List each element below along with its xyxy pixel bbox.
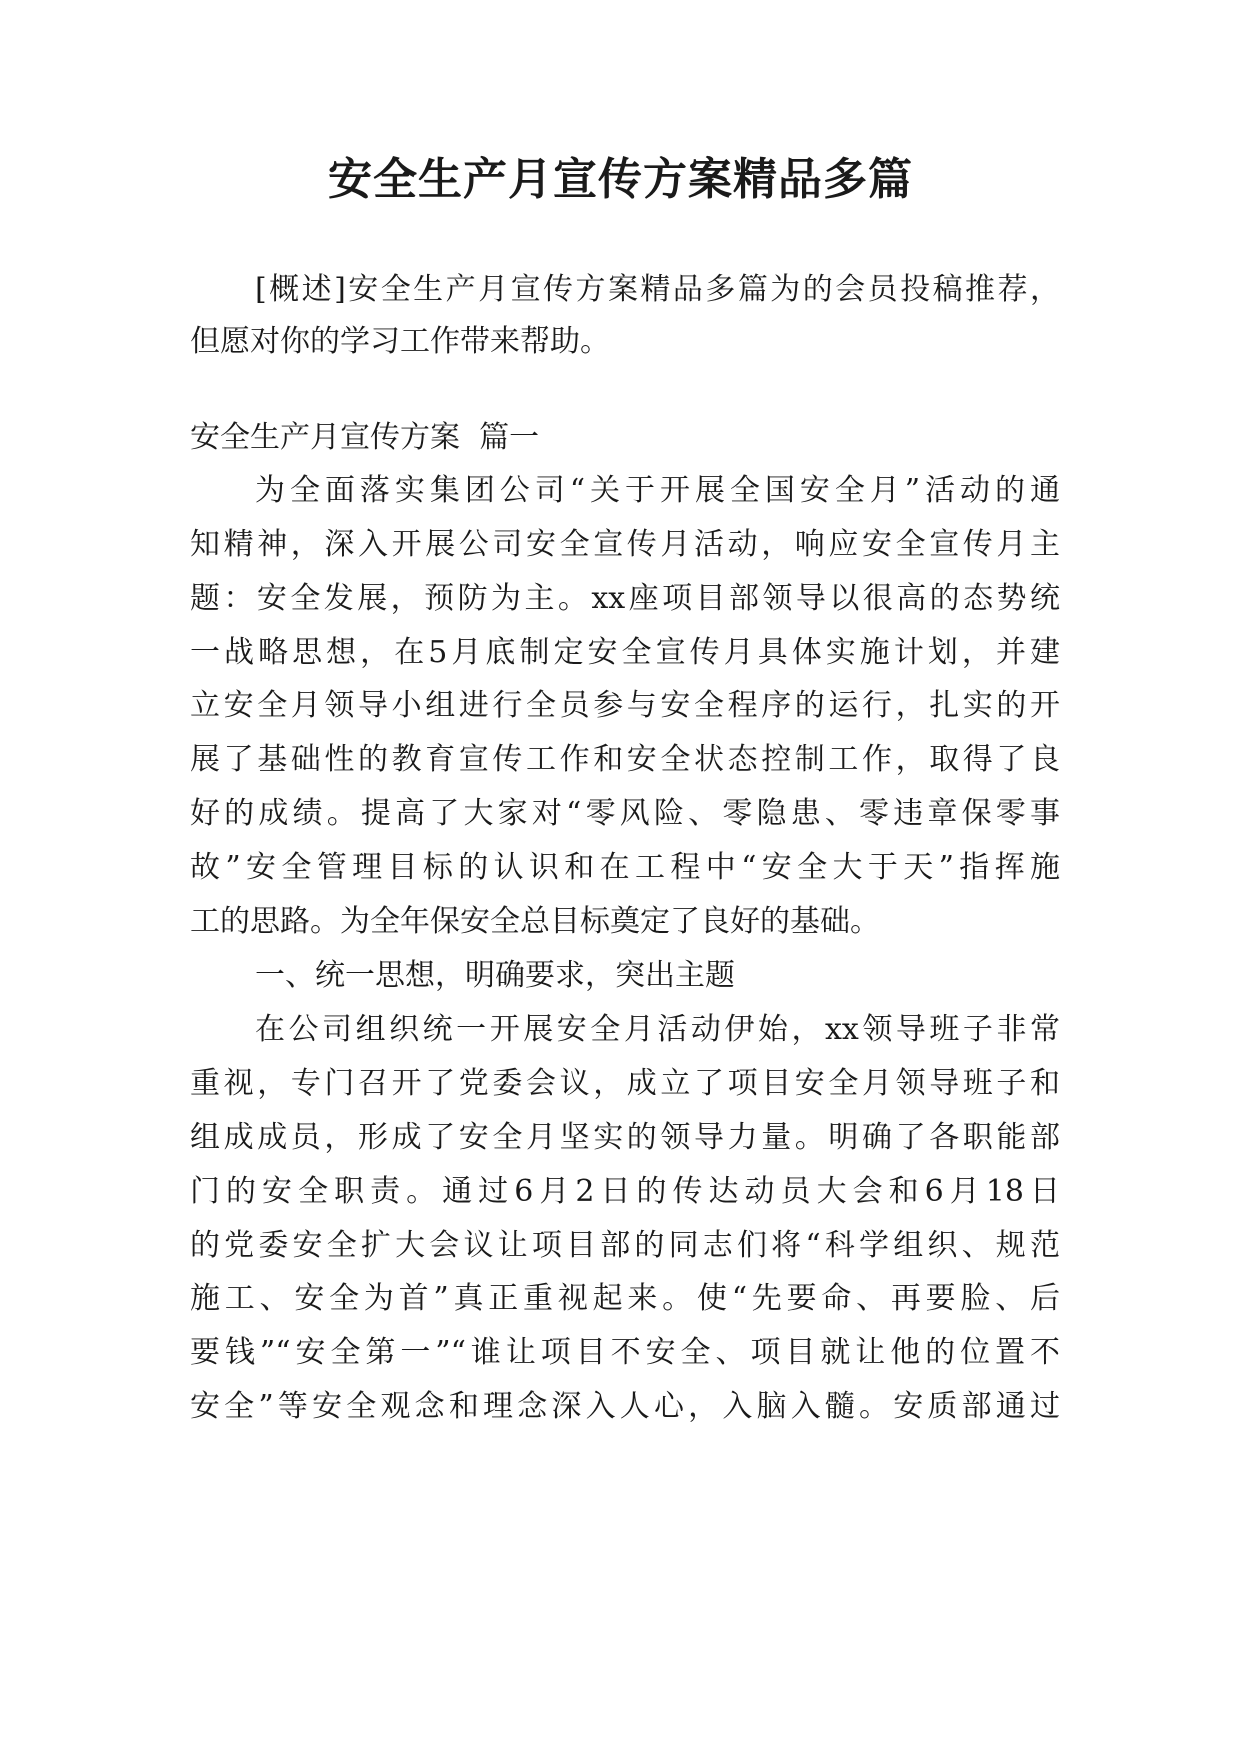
section-heading: 安全生产月宣传方案 篇一 (190, 420, 540, 455)
summary-line: [概述]安全生产月宣传方案精品多篇为的会员投稿推荐， (255, 272, 1060, 307)
paragraph-line: 好的成绩。提高了大家对“零风险、零隐患、零违章保零事 (190, 796, 1060, 831)
summary-line: 但愿对你的学习工作带来帮助。 (190, 324, 610, 359)
paragraph-line: 故”安全管理目标的认识和在工程中“安全大于天”指挥施 (190, 850, 1060, 885)
paragraph-line: 组成成员，形成了安全月坚实的领导力量。明确了各职能部 (190, 1120, 1060, 1155)
paragraph-line: 题：安全发展，预防为主。xx座项目部领导以很高的态势统 (190, 581, 1060, 616)
paragraph-line: 工的思路。为全年保安全总目标奠定了良好的基础。 (190, 904, 880, 939)
paragraph-line: 在公司组织统一开展安全月活动伊始，xx领导班子非常 (255, 1012, 1060, 1047)
subheading: 一、统一思想，明确要求，突出主题 (255, 958, 735, 993)
paragraph-line: 安全”等安全观念和理念深入人心，入脑入髓。安质部通过 (190, 1389, 1060, 1424)
paragraph-line: 的党委安全扩大会议让项目部的同志们将“科学组织、规范 (190, 1228, 1060, 1263)
paragraph-line: 为全面落实集团公司“关于开展全国安全月”活动的通 (255, 473, 1060, 508)
paragraph-line: 展了基础性的教育宣传工作和安全状态控制工作，取得了良 (190, 742, 1060, 777)
paragraph-line: 门的安全职责。通过6月2日的传达动员大会和6月18日 (190, 1174, 1060, 1209)
paragraph-line: 要钱”“安全第一”“谁让项目不安全、项目就让他的位置不 (190, 1335, 1060, 1370)
document-title: 安全生产月宣传方案精品多篇 (328, 154, 913, 205)
paragraph-line: 知精神，深入开展公司安全宣传月活动，响应安全宣传月主 (190, 527, 1060, 562)
paragraph-line: 立安全月领导小组进行全员参与安全程序的运行，扎实的开 (190, 688, 1060, 723)
paragraph-line: 施工、安全为首”真正重视起来。使“先要命、再要脸、后 (190, 1281, 1060, 1316)
paragraph-line: 一战略思想，在5月底制定安全宣传月具体实施计划，并建 (190, 635, 1060, 670)
paragraph-line: 重视，专门召开了党委会议，成立了项目安全月领导班子和 (190, 1066, 1060, 1101)
